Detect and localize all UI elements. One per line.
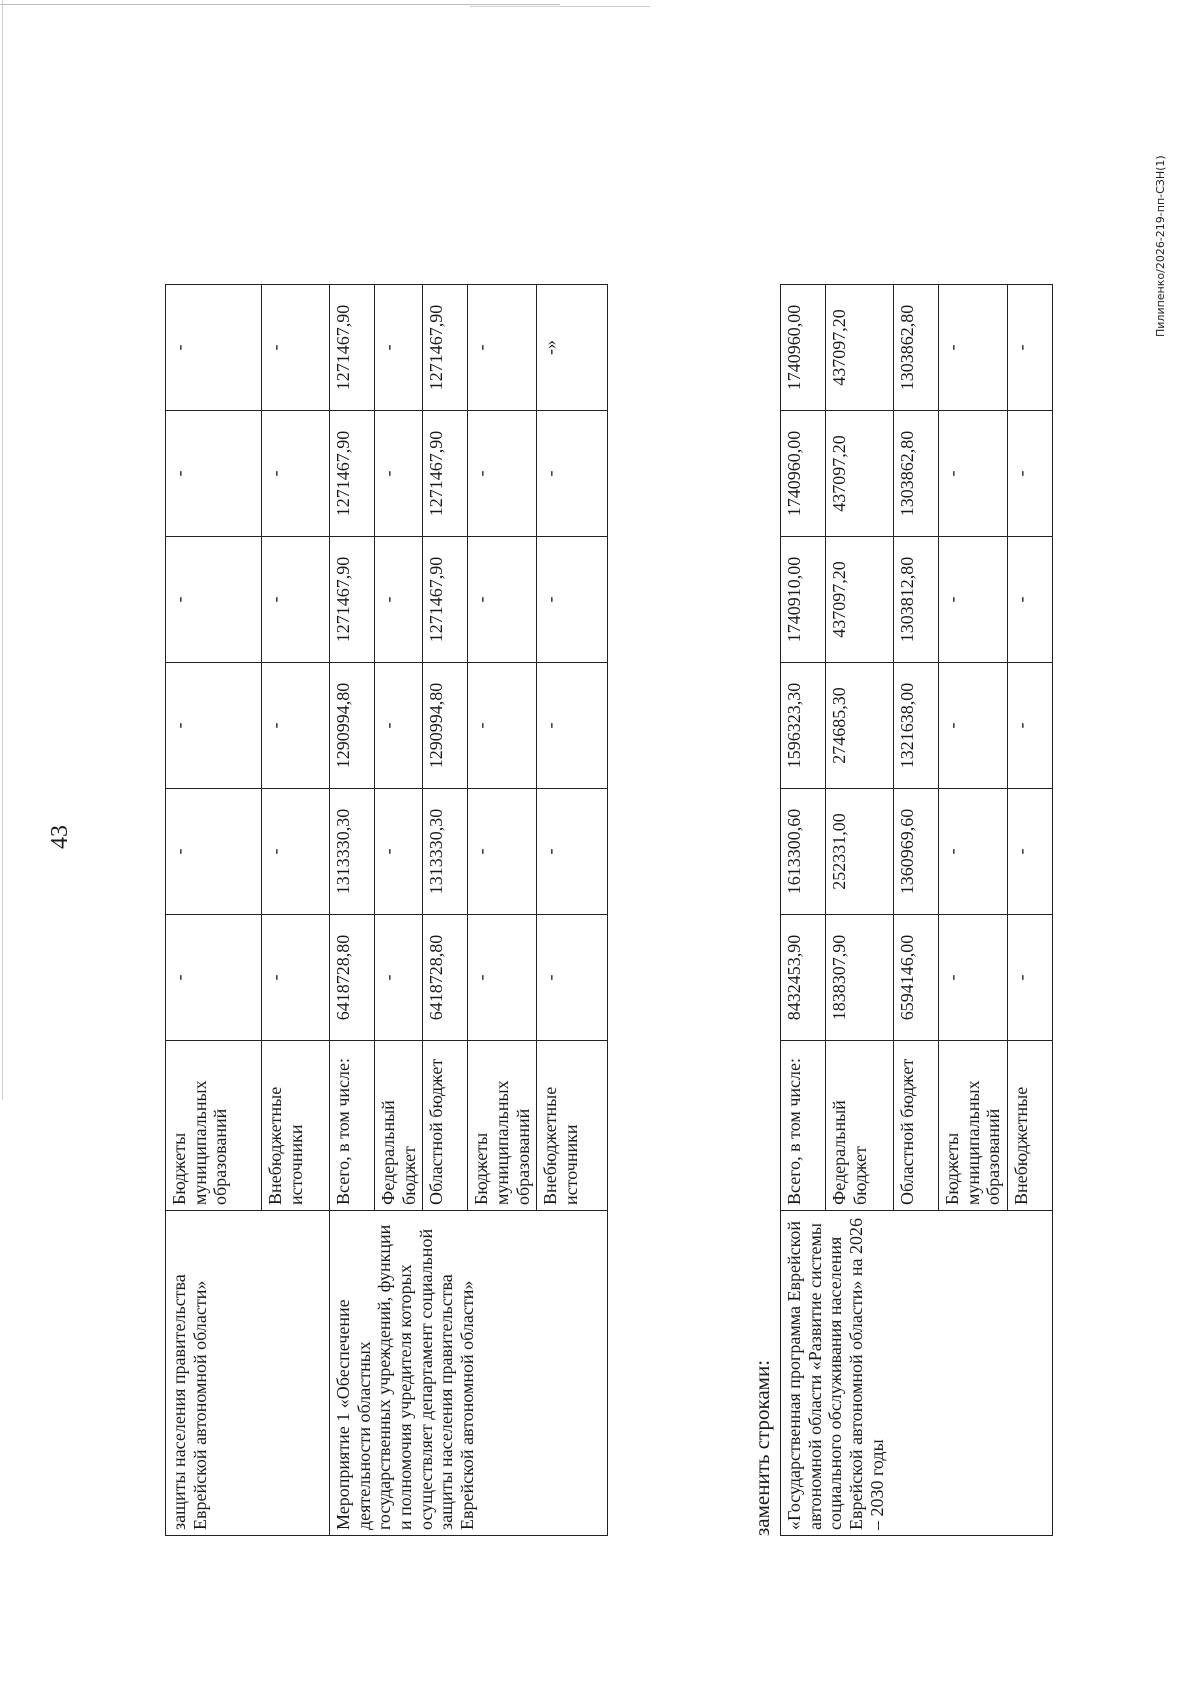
funding-source-cell: Бюджеты муниципальных образований [468,1041,537,1211]
amount-cell: 1271467,90 [330,411,375,537]
amount-cell: -» [537,285,608,411]
amount-cell: - [375,915,423,1041]
amount-cell: 6418728,80 [423,915,468,1041]
amount-cell: - [1008,411,1053,537]
funding-source-cell: Бюджеты муниципальных образований [939,1041,1008,1211]
amount-cell: 1613300,60 [781,789,826,915]
amount-cell: - [375,789,423,915]
amount-cell: 1290994,80 [423,663,468,789]
amount-cell: 1271467,90 [423,411,468,537]
funding-source-cell: Всего, в том числе: [781,1041,826,1211]
amount-cell: 1313330,30 [330,789,375,915]
amount-cell: 1838307,90 [826,915,894,1041]
amount-cell: - [1008,285,1053,411]
amount-cell: - [939,663,1008,789]
program-name-cell: Мероприятие 1 «Обеспечение деятельности областных государственных учреждений, функции и полномочия учредителя которых осуществляет департамент социальной защиты населения правительства Еврейской автономной области» [330,1211,608,1536]
amount-cell: - [1008,537,1053,663]
amount-cell: - [262,411,330,537]
amount-cell: - [939,411,1008,537]
amount-cell: - [262,663,330,789]
amount-cell: - [537,663,608,789]
amount-cell: - [537,915,608,1041]
amount-cell: 1303812,80 [894,537,939,663]
amount-cell: - [375,537,423,663]
table-row [330,285,375,1536]
amount-cell: 1313330,30 [423,789,468,915]
amount-cell: - [166,789,262,915]
amount-cell: 437097,20 [826,285,894,411]
amount-cell: 1303862,80 [894,285,939,411]
amount-cell: - [537,789,608,915]
amount-cell: - [1008,663,1053,789]
funding-source-cell: Областной бюджет [894,1041,939,1211]
amount-cell: - [537,411,608,537]
funding-source-cell: Федеральный бюджет [375,1041,423,1211]
amount-cell: 1303862,80 [894,411,939,537]
funding-source-cell: Областной бюджет [423,1041,468,1211]
amount-cell: 1596323,30 [781,663,826,789]
amount-cell: - [537,537,608,663]
amount-cell: - [468,285,537,411]
document-footer-code: Пилипенко/2026-219-пп-СЗН(1) [1154,155,1167,337]
amount-cell: 1271467,90 [330,537,375,663]
page-number: 43 [47,825,73,849]
amount-cell: - [468,537,537,663]
amount-cell: - [262,789,330,915]
table-row [781,285,826,1536]
amount-cell: - [468,663,537,789]
table-row [166,285,262,1536]
amount-cell: 1740960,00 [781,285,826,411]
amount-cell: - [468,915,537,1041]
amount-cell: 437097,20 [826,411,894,537]
amount-cell: - [166,663,262,789]
amount-cell: 1321638,00 [894,663,939,789]
amount-cell: - [375,411,423,537]
amount-cell: - [166,537,262,663]
amount-cell: 274685,30 [826,663,894,789]
amount-cell: 437097,20 [826,537,894,663]
amount-cell: - [939,915,1008,1041]
amount-cell: 6594146,00 [894,915,939,1041]
funding-source-cell: Федеральный бюджет [826,1041,894,1211]
amount-cell: 1271467,90 [423,285,468,411]
amount-cell: 6418728,80 [330,915,375,1041]
amount-cell: - [166,411,262,537]
amount-cell: - [166,915,262,1041]
amount-cell: 252331,00 [826,789,894,915]
program-name-cell: защиты населения правительства Еврейской автономной области» [166,1211,330,1536]
amount-cell: - [262,285,330,411]
amount-cell: - [1008,789,1053,915]
funding-source-cell: Внебюджетные источники [537,1041,608,1211]
funding-source-cell: Внебюджетные [1008,1041,1053,1211]
amount-cell: - [939,537,1008,663]
funding-source-cell: Всего, в том числе: [330,1041,375,1211]
amount-cell: 1740960,00 [781,411,826,537]
amount-cell: 1271467,90 [423,537,468,663]
budget-table-replacement [780,284,1053,1536]
amount-cell: - [939,285,1008,411]
budget-table-continuation [165,284,608,1536]
amount-cell: 1360969,60 [894,789,939,915]
amount-cell: - [1008,915,1053,1041]
amount-cell: - [939,789,1008,915]
amount-cell: - [262,915,330,1041]
program-name-cell: «Государственная программа Еврейской автономной области «Развитие системы социального обслуживания населения Еврейской автономной области» на 2026 – 2030 годы [781,1211,1053,1536]
amount-cell: 1740910,00 [781,537,826,663]
funding-source-cell: Внебюджетные источники [262,1041,330,1211]
amount-cell: - [468,411,537,537]
amount-cell: 1290994,80 [330,663,375,789]
amount-cell: - [375,285,423,411]
amount-cell: 8432453,90 [781,915,826,1041]
amount-cell: - [375,663,423,789]
amount-cell: - [262,537,330,663]
amount-cell: - [468,789,537,915]
amount-cell: 1271467,90 [330,285,375,411]
funding-source-cell: Бюджеты муниципальных образований [166,1041,262,1211]
replace-with-rows-text: заменить строками: [750,1359,774,1536]
amount-cell: - [166,285,262,411]
